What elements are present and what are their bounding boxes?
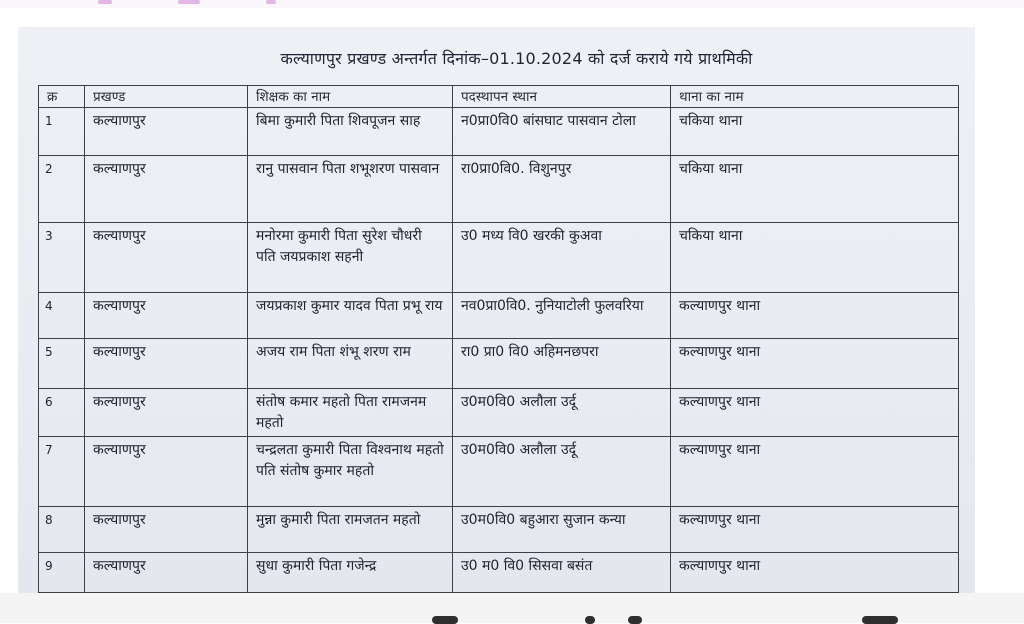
cell-teacher: बिमा कुमारी पिता शिवपूजन साह [248, 108, 453, 156]
column-header-police-station: थाना का नाम [671, 86, 959, 108]
cell-posting: उ0 मध्य वि0 खरकी कुअवा [453, 223, 671, 293]
cell-block: कल्याणपुर [85, 507, 248, 553]
table-row [39, 553, 959, 593]
cell-sn: 3 [39, 223, 85, 293]
top-mark [98, 0, 112, 4]
cell-block: कल्याणपुर [85, 223, 248, 293]
cell-posting: नव0प्रा0वि0. नुनियाटोली फुलवरिया [453, 293, 671, 339]
cell-police-station: कल्याणपुर थाना [671, 437, 959, 507]
cell-sn: 8 [39, 507, 85, 553]
cell-police-station: कल्याणपुर थाना [671, 293, 959, 339]
column-header-block: प्रखण्ड [85, 86, 248, 108]
cell-police-station: चकिया थाना [671, 156, 959, 223]
cell-police-station: चकिया थाना [671, 108, 959, 156]
cell-police-station: कल्याणपुर थाना [671, 339, 959, 389]
cell-posting: न0प्रा0वि0 बांसघाट पासवान टोला [453, 108, 671, 156]
cell-posting: उ0म0वि0 अलौला उर्दू [453, 389, 671, 437]
cell-teacher: जयप्रकाश कुमार यादव पिता प्रभू राय [248, 293, 453, 339]
top-mark [178, 0, 200, 4]
cell-sn: 9 [39, 553, 85, 593]
table-row [39, 108, 959, 156]
table-row [39, 156, 959, 223]
cell-sn: 7 [39, 437, 85, 507]
column-header-posting: पदस्थापन स्थान [453, 86, 671, 108]
document-photo [18, 27, 975, 593]
table-row [39, 293, 959, 339]
cell-block: कल्याणपुर [85, 339, 248, 389]
cell-teacher: संतोष कमार महतो पिता रामजनम महतो [248, 389, 453, 437]
cell-block: कल्याणपुर [85, 437, 248, 507]
table-row [39, 389, 959, 437]
table-row [39, 339, 959, 389]
cell-sn: 4 [39, 293, 85, 339]
cell-police-station: कल्याणपुर थाना [671, 553, 959, 593]
cell-posting: उ0 म0 वि0 सिसवा बसंत [453, 553, 671, 593]
cell-teacher: रानु पासवान पिता शभूशरण पासवान [248, 156, 453, 223]
table-row [39, 437, 959, 507]
cell-block: कल्याणपुर [85, 553, 248, 593]
table-row [39, 507, 959, 553]
cell-police-station: चकिया थाना [671, 223, 959, 293]
document-title: कल्याणपुर प्रखण्ड अन्तर्गत दिनांक–01.10.2024 को दर्ज कराये गये प्राथमिकी [280, 49, 753, 68]
cell-posting: रा0प्रा0वि0. विशुनपुर [453, 156, 671, 223]
cell-block: कल्याणपुर [85, 156, 248, 223]
column-header-sn: क्र [39, 86, 85, 108]
cell-sn: 5 [39, 339, 85, 389]
cell-police-station: कल्याणपुर थाना [671, 507, 959, 553]
column-header-teacher: शिक्षक का नाम [248, 86, 453, 108]
cell-police-station: कल्याणपुर थाना [671, 389, 959, 437]
cell-teacher: अजय राम पिता शंभू शरण राम [248, 339, 453, 389]
cell-block: कल्याणपुर [85, 389, 248, 437]
cell-block: कल्याणपुर [85, 293, 248, 339]
cell-sn: 2 [39, 156, 85, 223]
cell-posting: उ0म0वि0 बहुआरा सुजान कन्या [453, 507, 671, 553]
cell-sn: 1 [39, 108, 85, 156]
top-mark [266, 0, 276, 4]
cell-teacher: मनोरमा कुमारी पिता सुरेश चौधरी पति जयप्रकाश सहनी [248, 223, 453, 293]
table-row [39, 223, 959, 293]
cell-teacher: मुन्ना कुमारी पिता रामजतन महतो [248, 507, 453, 553]
table-header-row [39, 86, 959, 108]
cell-teacher: सुधा कुमारी पिता गजेन्द्र [248, 553, 453, 593]
top-strip [0, 0, 1024, 8]
cell-sn: 6 [39, 389, 85, 437]
cell-posting: रा0 प्रा0 वि0 अहिमनछपरा [453, 339, 671, 389]
cell-block: कल्याणपुर [85, 108, 248, 156]
fir-table [38, 85, 959, 593]
cell-teacher: चन्द्रलता कुमारी पिता विश्वनाथ महतो पति संतोष कुमार महतो [248, 437, 453, 507]
cell-posting: उ0म0वि0 अलौला उर्दू [453, 437, 671, 507]
